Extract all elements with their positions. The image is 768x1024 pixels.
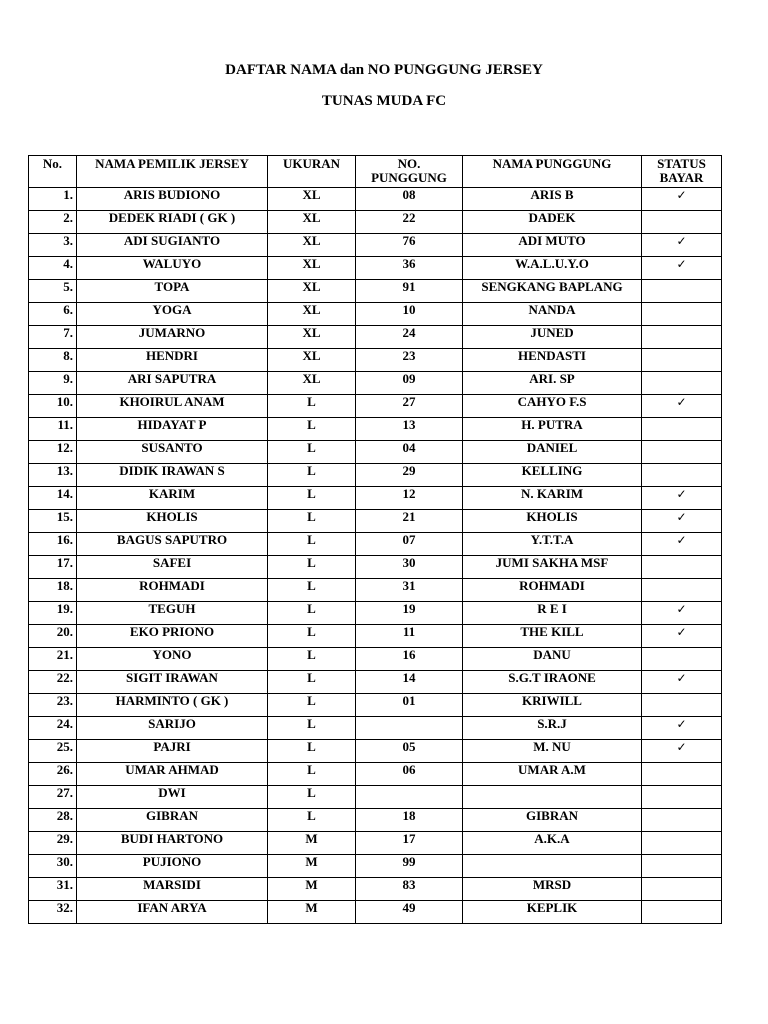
back-name: S.G.T IRAONE [463,671,642,694]
owner-name: JUMARNO [77,326,268,349]
payment-status [642,372,722,395]
back-name: S.R.J [463,717,642,740]
table-row [29,855,722,878]
payment-status [642,556,722,579]
payment-status: ✓ [642,602,722,625]
row-number: 11. [29,418,77,441]
back-name: W.A.L.U.Y.O [463,257,642,280]
payment-status [642,464,722,487]
jersey-size: L [268,763,356,786]
back-number: 29 [356,464,463,487]
owner-name: TEGUH [77,602,268,625]
owner-name: KARIM [77,487,268,510]
back-name: GIBRAN [463,809,642,832]
jersey-size: XL [268,188,356,211]
owner-name: MARSIDI [77,878,268,901]
back-name: THE KILL [463,625,642,648]
payment-status [642,211,722,234]
row-number: 10. [29,395,77,418]
owner-name: IFAN ARYA [77,901,268,924]
payment-status [642,832,722,855]
payment-status [642,694,722,717]
owner-name: YOGA [77,303,268,326]
back-name: KHOLIS [463,510,642,533]
table-row [29,395,722,418]
row-number: 14. [29,487,77,510]
payment-status [642,809,722,832]
back-number: 21 [356,510,463,533]
owner-name: GIBRAN [77,809,268,832]
back-name: ADI MUTO [463,234,642,257]
row-number: 26. [29,763,77,786]
jersey-size: XL [268,372,356,395]
jersey-size: L [268,809,356,832]
owner-name: WALUYO [77,257,268,280]
jersey-size: M [268,878,356,901]
row-number: 18. [29,579,77,602]
jersey-size: L [268,395,356,418]
back-name: H. PUTRA [463,418,642,441]
back-name: KEPLIK [463,901,642,924]
row-number: 29. [29,832,77,855]
owner-name: SAFEI [77,556,268,579]
owner-name: PAJRI [77,740,268,763]
jersey-size: L [268,441,356,464]
payment-status: ✓ [642,510,722,533]
jersey-size: L [268,694,356,717]
column-header-owner-name: NAMA PEMILIK JERSEY [77,156,268,188]
back-number [356,717,463,740]
back-number: 10 [356,303,463,326]
back-number: 06 [356,763,463,786]
row-number: 23. [29,694,77,717]
jersey-size: M [268,832,356,855]
owner-name: BAGUS SAPUTRO [77,533,268,556]
table-row [29,510,722,533]
jersey-size: XL [268,280,356,303]
row-number: 30. [29,855,77,878]
table-row [29,372,722,395]
payment-status [642,280,722,303]
table-row [29,280,722,303]
back-number: 13 [356,418,463,441]
back-number: 04 [356,441,463,464]
owner-name: HARMINTO ( GK ) [77,694,268,717]
back-name: A.K.A [463,832,642,855]
back-number: 99 [356,855,463,878]
back-number: 49 [356,901,463,924]
payment-status: ✓ [642,188,722,211]
owner-name: ARI SAPUTRA [77,372,268,395]
jersey-size: L [268,464,356,487]
back-name: HENDASTI [463,349,642,372]
column-header-payment-status: STATUS BAYAR [642,156,722,188]
jersey-size: L [268,556,356,579]
back-number: 24 [356,326,463,349]
back-number: 14 [356,671,463,694]
table-row [29,717,722,740]
back-name: CAHYO F.S [463,395,642,418]
back-name: N. KARIM [463,487,642,510]
table-row [29,809,722,832]
back-name: DANIEL [463,441,642,464]
back-name: R E I [463,602,642,625]
owner-name: KHOIRUL ANAM [77,395,268,418]
table-row [29,786,722,809]
table-row [29,234,722,257]
jersey-size: M [268,855,356,878]
back-number: 01 [356,694,463,717]
table-row [29,303,722,326]
column-header-no: No. [29,156,77,188]
payment-status [642,303,722,326]
row-number: 16. [29,533,77,556]
jersey-size: XL [268,326,356,349]
back-number: 23 [356,349,463,372]
back-number: 27 [356,395,463,418]
table-row [29,257,722,280]
payment-status [642,648,722,671]
row-number: 22. [29,671,77,694]
back-number: 08 [356,188,463,211]
owner-name: BUDI HARTONO [77,832,268,855]
row-number: 4. [29,257,77,280]
jersey-size: L [268,533,356,556]
back-name: SENGKANG BAPLANG [463,280,642,303]
payment-status [642,763,722,786]
back-number: 09 [356,372,463,395]
owner-name: SIGIT IRAWAN [77,671,268,694]
table-row [29,211,722,234]
table-row [29,740,722,763]
owner-name: HENDRI [77,349,268,372]
jersey-size: M [268,901,356,924]
back-number: 36 [356,257,463,280]
jersey-table [28,155,722,924]
row-number: 25. [29,740,77,763]
owner-name: YONO [77,648,268,671]
column-header-back-number: NO. PUNGGUNG [356,156,463,188]
back-name: ROHMADI [463,579,642,602]
row-number: 12. [29,441,77,464]
back-number: 17 [356,832,463,855]
payment-status [642,855,722,878]
payment-status: ✓ [642,234,722,257]
row-number: 13. [29,464,77,487]
owner-name: KHOLIS [77,510,268,533]
row-number: 28. [29,809,77,832]
row-number: 2. [29,211,77,234]
owner-name: SARIJO [77,717,268,740]
payment-status [642,418,722,441]
owner-name: EKO PRIONO [77,625,268,648]
table-row [29,349,722,372]
table-row [29,625,722,648]
document-title: DAFTAR NAMA dan NO PUNGGUNG JERSEY [225,62,543,78]
back-name: Y.T.T.A [463,533,642,556]
team-name: TUNAS MUDA FC [321,93,447,109]
row-number: 7. [29,326,77,349]
row-number: 27. [29,786,77,809]
back-number: 30 [356,556,463,579]
back-name: KRIWILL [463,694,642,717]
row-number: 9. [29,372,77,395]
owner-name: SUSANTO [77,441,268,464]
back-name: DADEK [463,211,642,234]
back-name: ARI. SP [463,372,642,395]
payment-status [642,901,722,924]
back-number: 22 [356,211,463,234]
back-name: JUMI SAKHA MSF [463,556,642,579]
payment-status: ✓ [642,740,722,763]
owner-name: DIDIK IRAWAN S [77,464,268,487]
column-header-size: UKURAN [268,156,356,188]
table-row [29,487,722,510]
back-name: JUNED [463,326,642,349]
back-name: MRSD [463,878,642,901]
payment-status: ✓ [642,671,722,694]
table-row [29,694,722,717]
owner-name: ADI SUGIANTO [77,234,268,257]
table-body [29,188,722,924]
back-number: 18 [356,809,463,832]
jersey-size: XL [268,349,356,372]
table-row [29,533,722,556]
row-number: 21. [29,648,77,671]
row-number: 5. [29,280,77,303]
jersey-size: L [268,579,356,602]
table-row [29,648,722,671]
payment-status [642,878,722,901]
owner-name: PUJIONO [77,855,268,878]
table-row [29,901,722,924]
table-row [29,464,722,487]
back-name: NANDA [463,303,642,326]
jersey-size: XL [268,257,356,280]
owner-name: ROHMADI [77,579,268,602]
back-name [463,786,642,809]
table-row [29,418,722,441]
back-number: 05 [356,740,463,763]
jersey-size: L [268,648,356,671]
table-row [29,188,722,211]
row-number: 17. [29,556,77,579]
back-number: 83 [356,878,463,901]
jersey-size: L [268,510,356,533]
row-number: 15. [29,510,77,533]
back-number: 12 [356,487,463,510]
back-name: M. NU [463,740,642,763]
table-header-row [29,156,722,188]
table-row [29,602,722,625]
owner-name: ARIS BUDIONO [77,188,268,211]
payment-status [642,349,722,372]
table-row [29,763,722,786]
row-number: 31. [29,878,77,901]
back-number: 31 [356,579,463,602]
jersey-size: XL [268,303,356,326]
jersey-size: L [268,487,356,510]
jersey-size: L [268,786,356,809]
jersey-size: L [268,418,356,441]
table-row [29,556,722,579]
table-row [29,878,722,901]
table-row [29,579,722,602]
jersey-size: L [268,717,356,740]
payment-status [642,326,722,349]
back-number: 19 [356,602,463,625]
payment-status [642,579,722,602]
back-name: UMAR A.M [463,763,642,786]
owner-name: HIDAYAT P [77,418,268,441]
table-row [29,441,722,464]
back-name [463,855,642,878]
payment-status: ✓ [642,717,722,740]
payment-status: ✓ [642,395,722,418]
back-number: 11 [356,625,463,648]
payment-status: ✓ [642,533,722,556]
row-number: 32. [29,901,77,924]
payment-status [642,786,722,809]
row-number: 8. [29,349,77,372]
back-number: 07 [356,533,463,556]
back-number: 91 [356,280,463,303]
row-number: 24. [29,717,77,740]
row-number: 3. [29,234,77,257]
table-row [29,671,722,694]
payment-status: ✓ [642,625,722,648]
jersey-size: XL [268,234,356,257]
jersey-size: XL [268,211,356,234]
row-number: 1. [29,188,77,211]
back-number [356,786,463,809]
back-number: 76 [356,234,463,257]
payment-status: ✓ [642,487,722,510]
payment-status: ✓ [642,257,722,280]
back-name: ARIS B [463,188,642,211]
jersey-size: L [268,740,356,763]
jersey-size: L [268,625,356,648]
owner-name: DEDEK RIADI ( GK ) [77,211,268,234]
row-number: 6. [29,303,77,326]
jersey-size: L [268,671,356,694]
table-row [29,326,722,349]
back-number: 16 [356,648,463,671]
owner-name: UMAR AHMAD [77,763,268,786]
owner-name: TOPA [77,280,268,303]
back-name: KELLING [463,464,642,487]
row-number: 20. [29,625,77,648]
owner-name: DWI [77,786,268,809]
jersey-size: L [268,602,356,625]
table-row [29,832,722,855]
payment-status [642,441,722,464]
back-name: DANU [463,648,642,671]
row-number: 19. [29,602,77,625]
column-header-back-name: NAMA PUNGGUNG [463,156,642,188]
